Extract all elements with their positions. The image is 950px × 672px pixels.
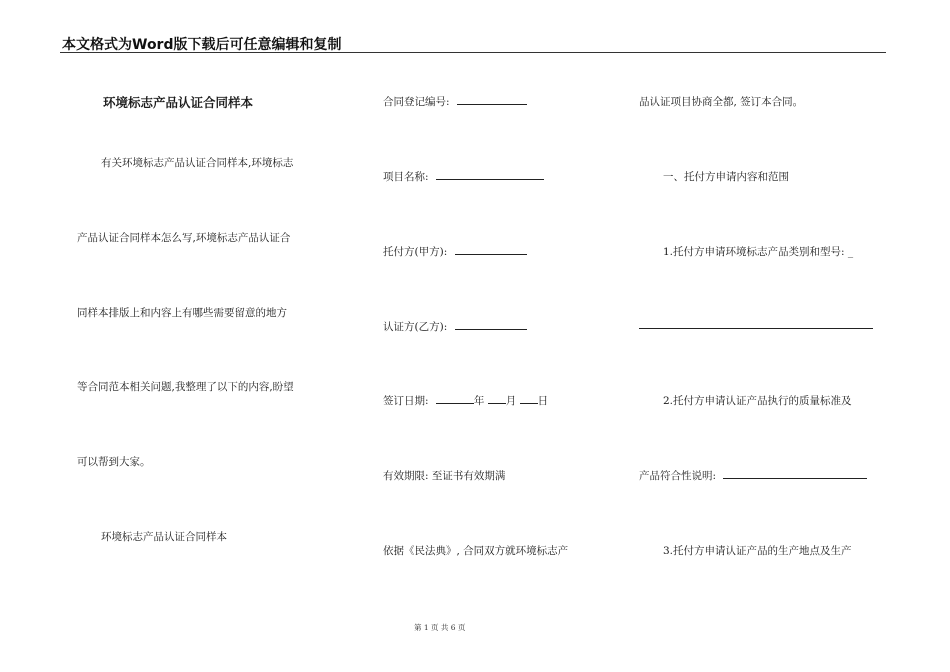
- page-number: 第 1 页 共 6 页: [414, 623, 466, 632]
- project-field: [383, 169, 544, 184]
- party-a-label: 托付方(甲方):: [383, 246, 448, 258]
- item-2-blank: [723, 468, 867, 479]
- item-2-line: 2.托付方申请认证产品执行的质量标准及: [663, 395, 852, 407]
- item-1-line: [663, 244, 853, 259]
- item-1-blank-line: [639, 328, 873, 329]
- document-title: 环境标志产品认证合同样本: [103, 95, 254, 110]
- basis-line: 依据《民法典》, 合同双方就环境标志产: [383, 545, 569, 557]
- download-banner: 本文格式为Word版下载后可任意编辑和复制: [62, 37, 342, 53]
- reg-no-blank: [457, 94, 527, 105]
- intro-line-4: 等合同范本相关问题,我整理了以下的内容,盼望: [77, 381, 294, 393]
- party-a-field: [383, 244, 527, 259]
- intro-line-1: 有关环境标志产品认证合同样本,环境标志: [101, 157, 294, 169]
- intro-line-5: 可以帮到大家。: [77, 456, 151, 468]
- year-blank: [436, 393, 474, 404]
- party-b-label: 认证方(乙方):: [383, 321, 448, 333]
- party-b-blank: [455, 319, 527, 330]
- item-2-cont-field: [639, 468, 867, 483]
- item-2-cont-label: 产品符合性说明:: [639, 470, 717, 482]
- agreement-line: 品认证项目协商全都, 签订本合同。: [639, 96, 804, 108]
- item-1-tail: _: [847, 246, 854, 258]
- section-1-heading: 一、托付方申请内容和范围: [663, 171, 789, 183]
- intro-line-2: 产品认证合同样本怎么写,环境标志产品认证合: [77, 232, 291, 244]
- party-a-blank: [455, 244, 527, 255]
- reg-no-label: 合同登记编号:: [383, 96, 450, 108]
- sample-heading: 环境标志产品认证合同样本: [101, 531, 227, 543]
- validity-line: 有效期限: 至证书有效期满: [383, 470, 506, 482]
- project-label: 项目名称:: [383, 171, 429, 183]
- intro-line-3: 同样本排版上和内容上有哪些需要留意的地方: [77, 307, 287, 319]
- item-1-text: 1.托付方申请环境标志产品类别和型号:: [663, 246, 845, 258]
- year-label: 年: [473, 395, 485, 407]
- day-label: 日: [537, 395, 549, 407]
- day-blank: [520, 393, 538, 404]
- project-blank: [436, 169, 544, 180]
- item-3-line: 3.托付方申请认证产品的生产地点及生产: [663, 545, 852, 557]
- sign-date-field: [383, 393, 548, 408]
- sign-date-label: 签订日期:: [383, 395, 429, 407]
- reg-no-field: [383, 94, 527, 109]
- header-rule: [60, 52, 886, 53]
- party-b-field: [383, 319, 527, 334]
- month-blank: [488, 393, 506, 404]
- month-label: 月: [505, 395, 517, 407]
